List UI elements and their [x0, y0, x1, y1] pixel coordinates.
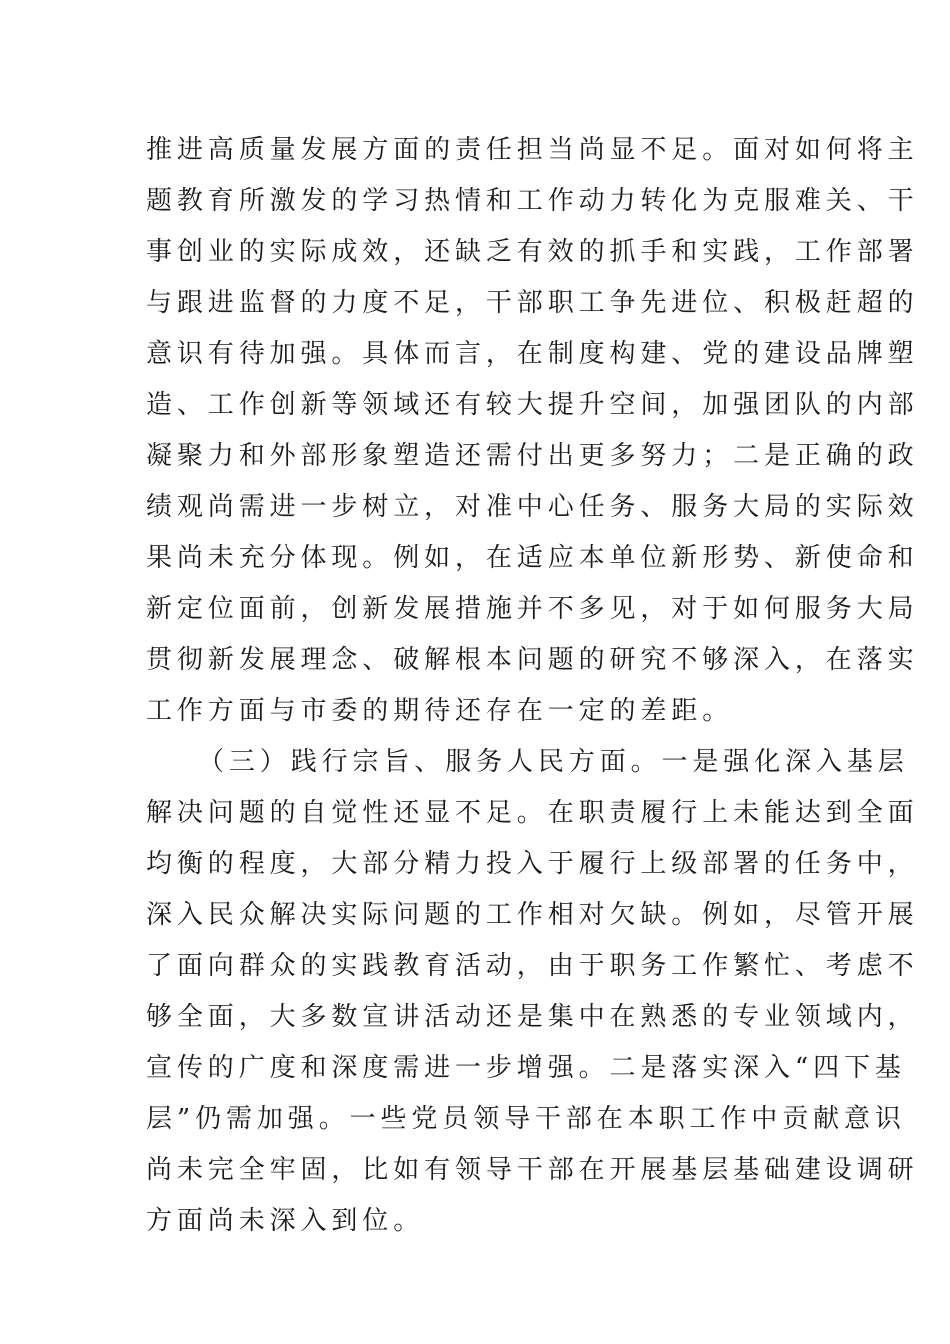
text-line: 尚未完全牢固，比如有领导干部在开展基层基础建设调研: [146, 1155, 919, 1185]
text-line: 推进高质量发展方面的责任担当尚显不足。面对如何将主: [146, 135, 919, 165]
text-line: 绩观尚需进一步树立，对准中心任务、服务大局的实际效: [146, 492, 919, 522]
text-line: 事创业的实际成效，还缺乏有效的抓手和实践，工作部署: [146, 237, 919, 267]
text-line: 方面尚未深入到位。: [146, 1206, 425, 1236]
text-line: 新定位面前，创新发展措施并不多见，对于如何服务大局: [146, 594, 919, 624]
text-line: 宣传的广度和深度需进一步增强。二是落实深入“四下基: [146, 1053, 906, 1083]
text-line: 题教育所激发的学习热情和工作动力转化为克服难关、干: [146, 186, 919, 216]
text-line: 均衡的程度，大部分精力投入于履行上级部署的任务中，: [146, 849, 919, 879]
text-line: 够全面，大多数宣讲活动还是集中在熟悉的专业领域内，: [146, 1002, 919, 1032]
text-line: 造、工作创新等领域还有较大提升空间，加强团队的内部: [146, 390, 919, 420]
body-text: [146, 125, 919, 1247]
text-line: 工作方面与市委的期待还存在一定的差距。: [146, 696, 734, 726]
text-line: 层”仍需加强。一些党员领导干部在本职工作中贡献意识: [146, 1104, 906, 1134]
text-line: 与跟进监督的力度不足，干部职工争先进位、积极赶超的: [146, 288, 919, 318]
text-line: 深入民众解决实际问题的工作相对欠缺。例如，尽管开展: [146, 900, 919, 930]
section-heading-line: （三）践行宗旨、服务人民方面。一是强化深入基层: [198, 747, 909, 777]
text-line: 凝聚力和外部形象塑造还需付出更多努力；二是正确的政: [146, 441, 919, 471]
text-line: 意识有待加强。具体而言，在制度构建、党的建设品牌塑: [146, 339, 919, 369]
text-line: 贯彻新发展理念、破解根本问题的研究不够深入，在落实: [146, 645, 919, 675]
text-line: 解决问题的自觉性还显不足。在职责履行上未能达到全面: [146, 798, 919, 828]
text-line: 了面向群众的实践教育活动，由于职务工作繁忙、考虑不: [146, 951, 919, 981]
text-line: 果尚未充分体现。例如，在适应本单位新形势、新使命和: [146, 543, 919, 573]
